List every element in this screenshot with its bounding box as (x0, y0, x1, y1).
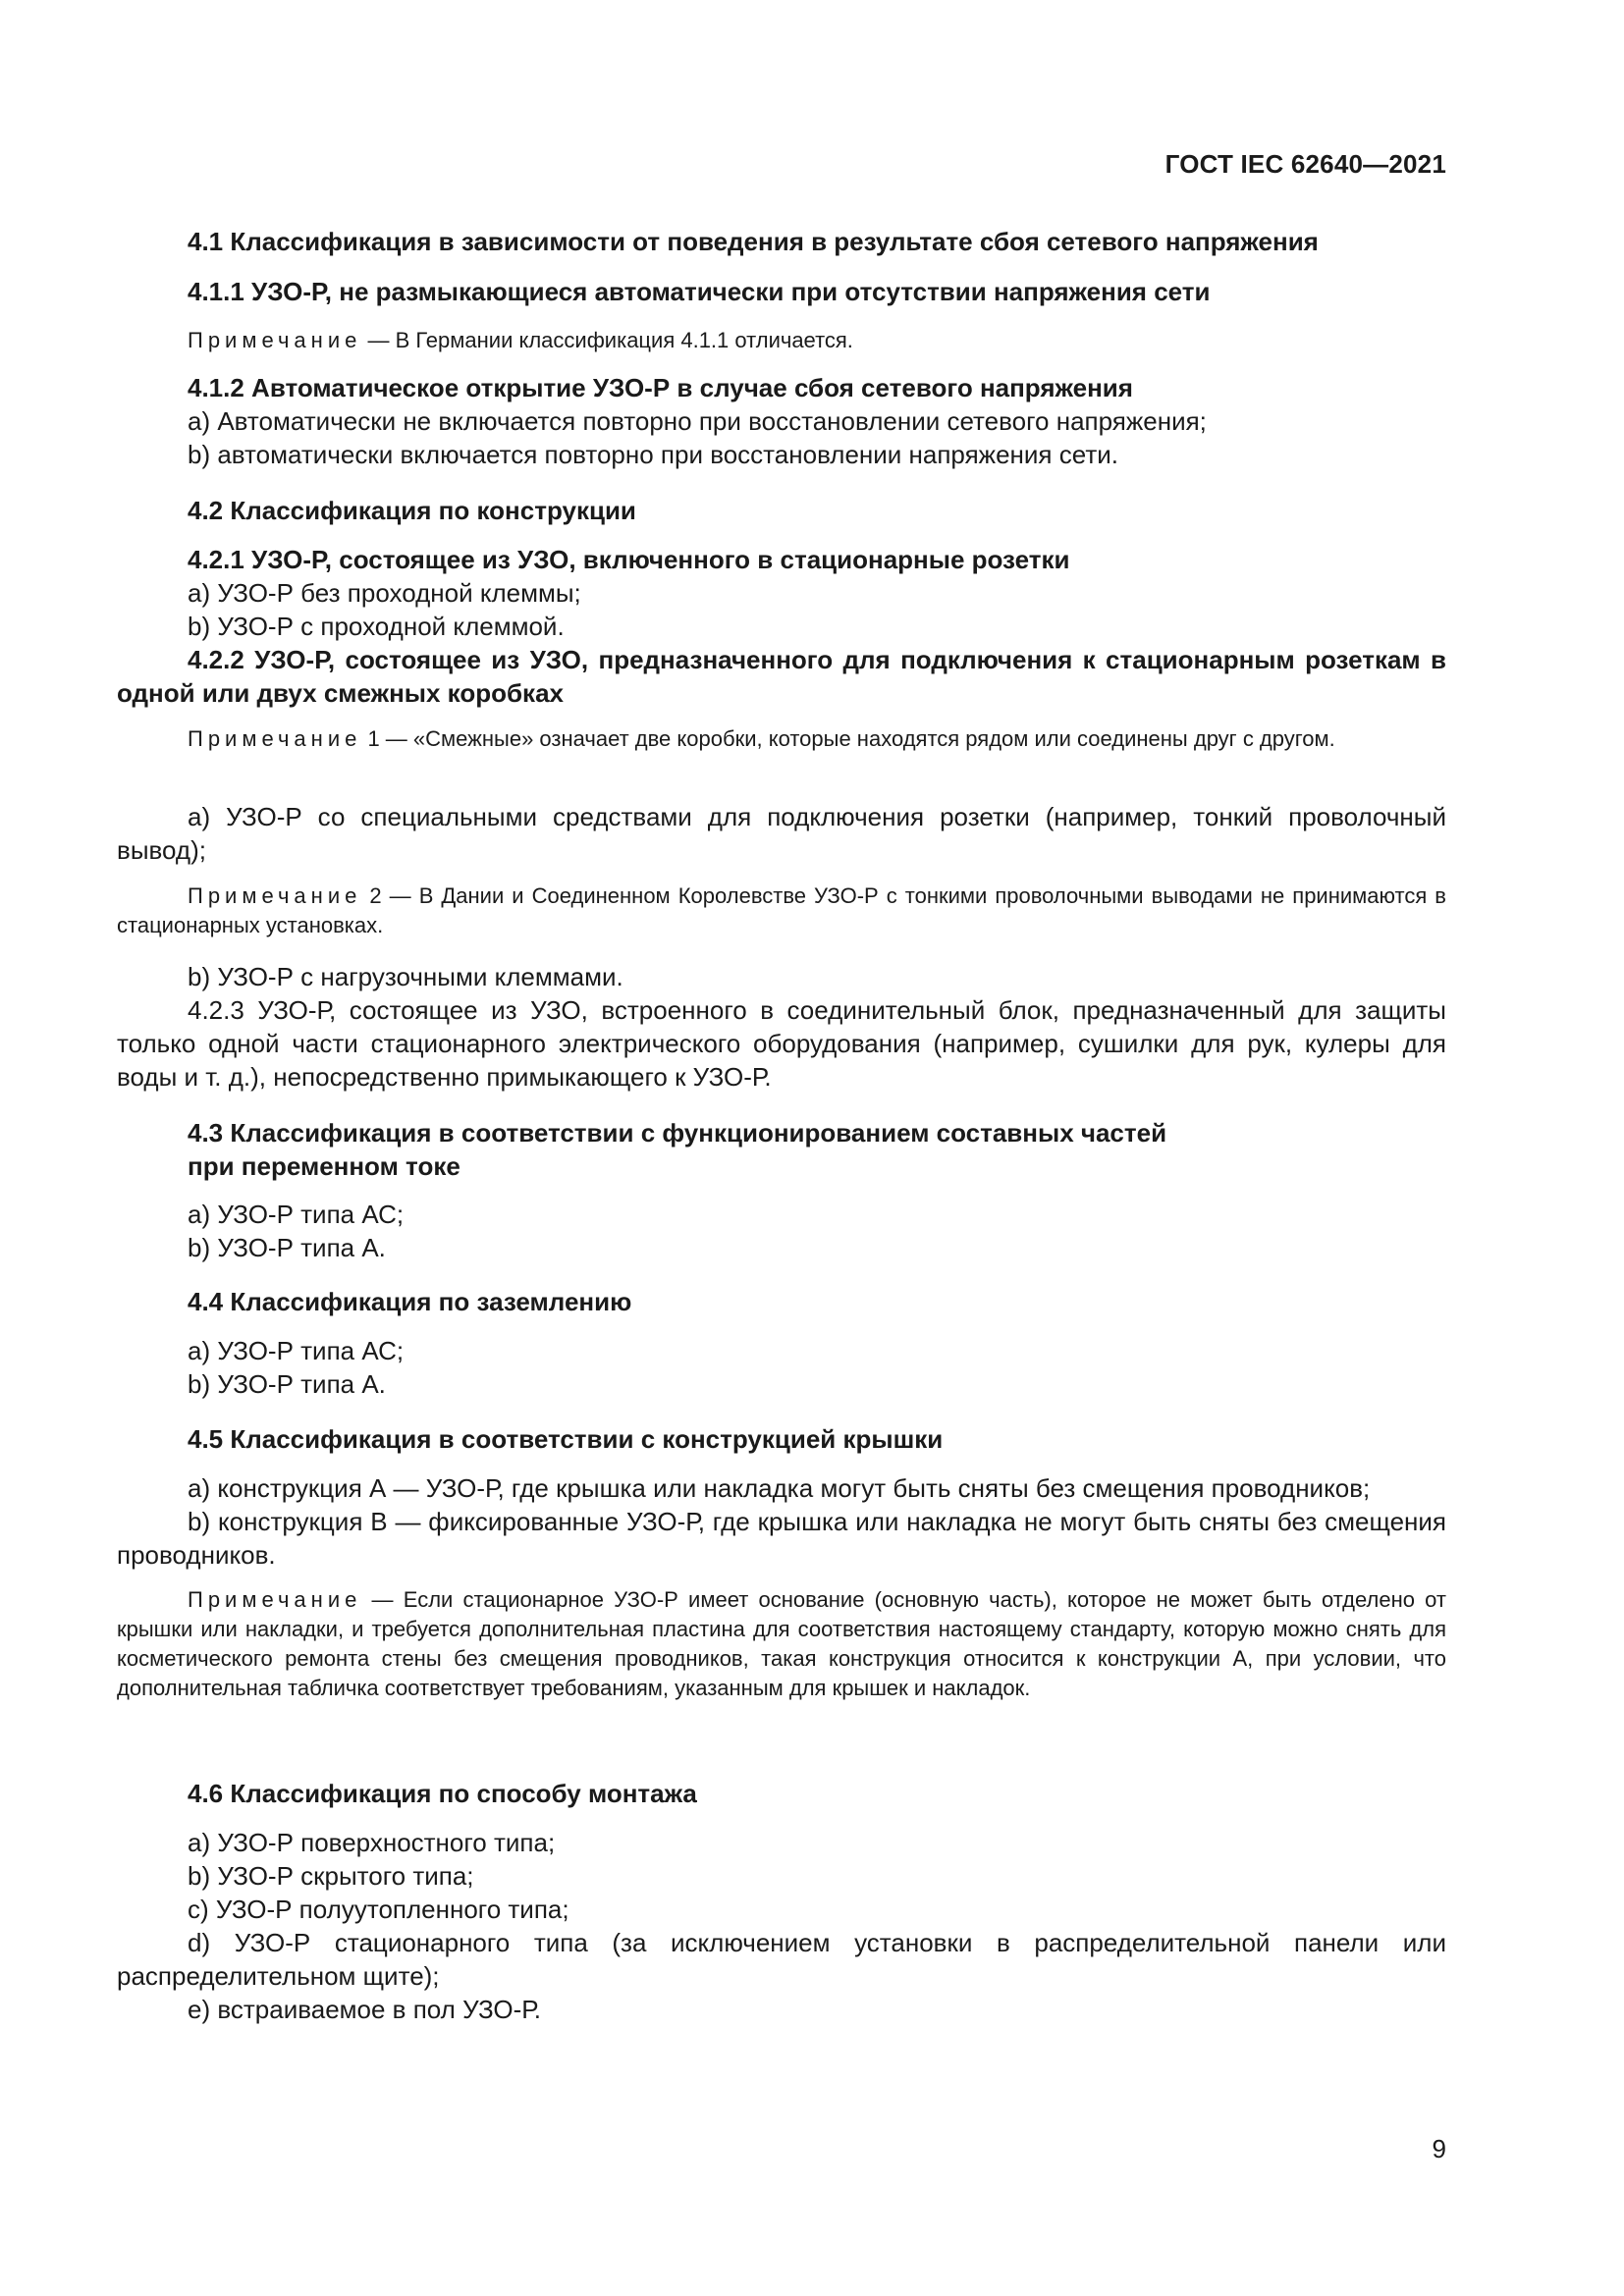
list-item: a) Автоматически не включается повторно при восстановлении сетевого напряжения; (188, 406, 1207, 436)
list-item: e) встраиваемое в пол УЗО-Р. (188, 1995, 541, 2024)
heading-line: 4.3 Классификация в соответствии с функционированием составных частей (188, 1118, 1167, 1148)
section-heading-4-1: 4.1 Классификация в зависимости от поведения в результате сбоя сетевого напряжения (188, 227, 1319, 256)
list-item: a) УЗО-Р типа АС; (188, 1336, 405, 1365)
section-heading-4-4: 4.4 Классификация по заземлению (188, 1287, 632, 1316)
list-item: a) УЗО-Р типа АС; (188, 1200, 405, 1229)
section-heading-4-1-2: 4.1.2 Автоматическое открытие УЗО-Р в случае сбоя сетевого напряжения (188, 373, 1133, 402)
heading-line: при переменном токе (188, 1151, 460, 1181)
section-heading-4-1-1: 4.1.1 УЗО-Р, не размыкающиеся автоматически при отсутствии напряжения сети (188, 277, 1211, 306)
list-item: a) конструкция А — УЗО-Р, где крышка или накладка могут быть сняты без смещения проводников; (188, 1473, 1371, 1503)
section-heading-4-3 (117, 1116, 1517, 1183)
list-item: b) УЗО-Р типа А. (188, 1369, 386, 1399)
note-text: — В Германии классификация 4.1.1 отличается. (361, 328, 853, 352)
note-4-2-2-2 (117, 881, 1446, 940)
note-4-5 (117, 1585, 1446, 1703)
section-heading-4-5: 4.5 Классификация в соответствии с конструкцией крышки (188, 1424, 944, 1454)
section-heading-4-2: 4.2 Классификация по конструкции (188, 496, 636, 525)
list-item: b) УЗО-Р с нагрузочными клеммами. (188, 962, 623, 991)
section-heading-4-6: 4.6 Классификация по способу монтажа (188, 1779, 697, 1808)
note-label: Примечание (188, 726, 362, 751)
note-text: 2 — В Дании и Соединенном Королевстве УЗО-Р с тонкими проволочными выводами не принимаются в стационарных установках. (117, 883, 1446, 937)
list-item: a) УЗО-Р без проходной клеммы; (188, 578, 581, 608)
list-item: b) автоматически включается повторно при восстановлении напряжения сети. (188, 440, 1118, 469)
list-item: b) УЗО-Р с проходной клеммой. (188, 612, 565, 641)
list-item: b) УЗО-Р типа А. (188, 1233, 386, 1262)
list-item: a) УЗО-Р поверхностного типа; (188, 1828, 556, 1857)
section-heading-4-2-1: 4.2.1 УЗО-Р, состоящее из УЗО, включенного в стационарные розетки (188, 545, 1070, 574)
list-item: b) конструкция В — фиксированные УЗО-Р, где крышка или накладка не могут быть сняты без смещения проводников. (117, 1507, 1446, 1570)
note-text: — Если стационарное УЗО-Р имеет основание (основную часть), которое не может быть отделено от крышки или накладки, и требуется дополнительная пластина для соответствия настоящему стандарту, которую можно снять для косметического ремонта стены без смещения проводников, такая конструкция относится к конструкции А, при условии, что дополнительная табличка соответствует требованиям, указанным для крышек и накладок. (117, 1587, 1446, 1700)
page-number: 9 (1432, 2134, 1446, 2163)
document-code: ГОСТ IEC 62640—2021 (1164, 149, 1446, 179)
section-heading-4-2-2: 4.2.2 УЗО-Р, состоящее из УЗО, предназначенного для подключения к стационарным розеткам в одной или двух смежных коробках (117, 645, 1446, 708)
note-label: Примечание (188, 1587, 362, 1612)
note-4-1-1 (117, 326, 1446, 355)
list-item: c) УЗО-Р полуутопленного типа; (188, 1895, 569, 1924)
note-label: Примечание (188, 883, 362, 908)
list-item: b) УЗО-Р скрытого типа; (188, 1861, 474, 1891)
note-label: Примечание (188, 328, 362, 352)
note-4-2-2-1 (117, 724, 1446, 754)
paragraph-4-2-3: 4.2.3 УЗО-Р, состоящее из УЗО, встроенного в соединительный блок, предназначенный для защиты только одной части стационарного электрического оборудования (например, сушилки для рук, кулеры для воды и т. д.), непосредственно примыкающего к УЗО-Р. (117, 995, 1446, 1092)
note-text: 1 — «Смежные» означает две коробки, которые находятся рядом или соединены друг с другом. (361, 726, 1335, 751)
list-item: d) УЗО-Р стационарного типа (за исключением установки в распределительной панели или распределительном щите); (117, 1928, 1446, 1991)
list-item: a) УЗО-Р со специальными средствами для подключения розетки (например, тонкий проволочный вывод); (117, 802, 1446, 865)
